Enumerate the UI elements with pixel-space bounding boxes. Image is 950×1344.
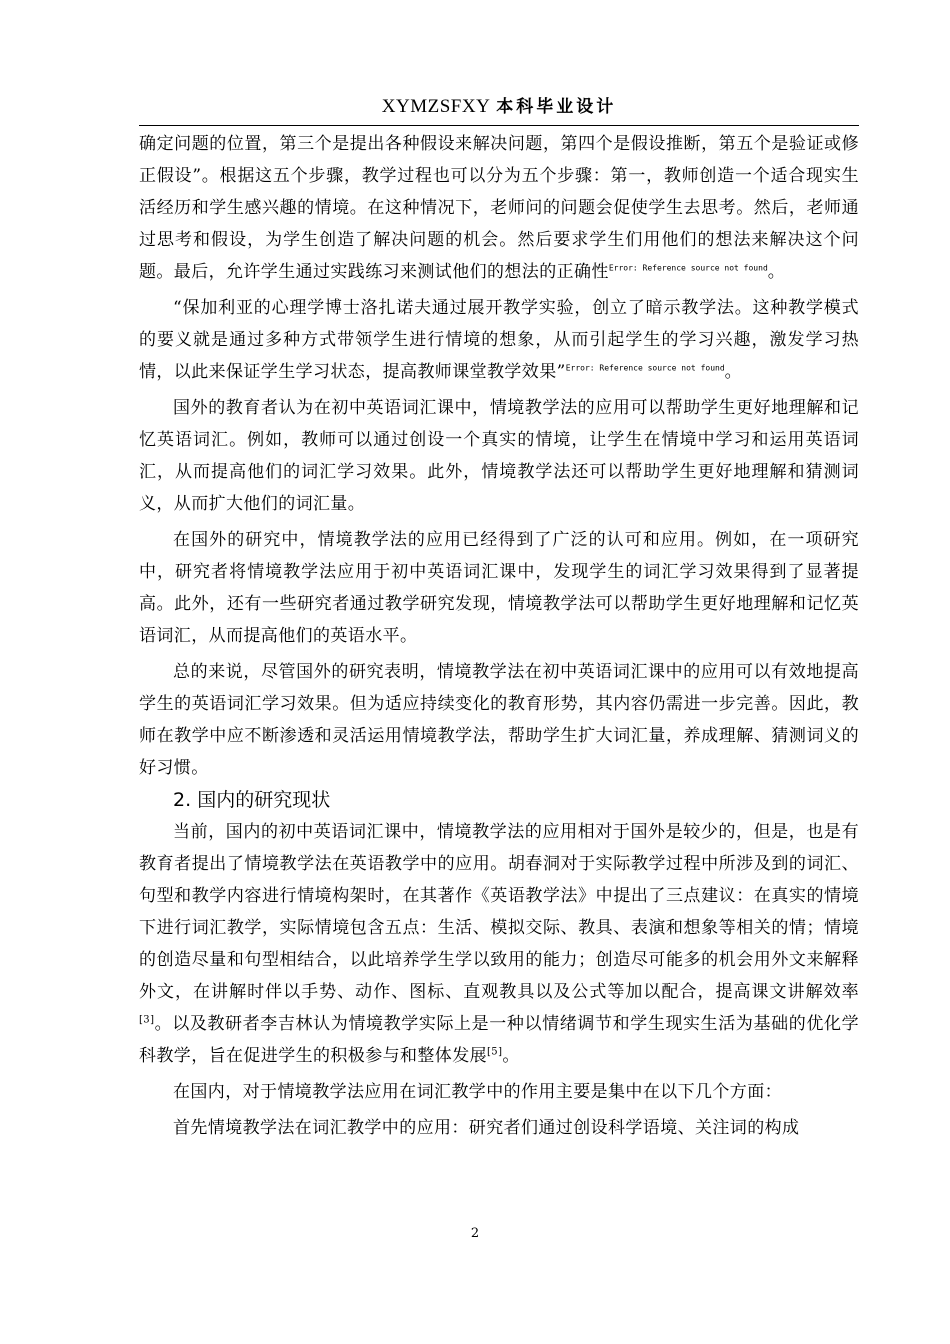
section-number: 2. — [173, 789, 192, 811]
paragraph-7: 在国内，对于情境教学法应用在词汇教学中的作用主要是集中在以下几个方面： — [173, 1082, 782, 1102]
document-body — [139, 128, 859, 1144]
paragraph-6 — [139, 816, 859, 1072]
paragraph-2 — [139, 292, 859, 388]
citation-3: [3] — [139, 1014, 155, 1026]
page-number: 2 — [470, 1226, 480, 1241]
section-heading — [139, 784, 859, 816]
paragraph-5: 总的来说，尽管国外的研究表明，情境教学法在初中英语词汇课中的应用可以有效地提高学生的英语词汇学习效果。但为适应持续变化的教育形势，其内容仍需进一步完善。因此，教师在教学中应不断渗透和灵活运用情境教学法，帮助学生扩大词汇量，养成理解、猜测词义的好习惯。 — [139, 662, 859, 778]
header-rule — [139, 125, 859, 126]
paragraph-1-text: 确定问题的位置，第三个是提出各种假设来解决问题，第四个是假设推断，第五个是验证或修正假设”。根据这五个步骤，教学过程也可以分为五个步骤：第一，教师创造一个适合现实生活经历和学生感兴趣的情境。在这种情况下，老师问的问题会促使学生去思考。然后，老师通过思考和假设，为学生创造了解决问题的机会。然后要求学生们用他们的想法来解决这个问题。最后，允许学生通过实践练习来测试他们的想法的正确性 — [139, 134, 859, 282]
reference-error-2: Error: Reference source not found — [565, 363, 725, 373]
section-title: 国内的研究现状 — [197, 789, 331, 811]
paragraph-1 — [139, 128, 859, 288]
paragraph-8: 首先情境教学法在词汇教学中的应用：研究者们通过创设科学语境、关注词的构成 — [173, 1118, 800, 1138]
page-header — [139, 92, 859, 132]
reference-error-1: Error: Reference source not found — [608, 263, 768, 273]
paragraph-1-end: 。 — [767, 262, 786, 282]
paragraph-4: 在国外的研究中，情境教学法的应用已经得到了广泛的认可和应用。例如，在一项研究中，研究者将情境教学法应用于初中英语词汇课中，发现学生的词汇学习效果得到了显著提高。此外，还有一些研究者通过教学研究发现，情境教学法可以帮助学生更好地理解和记忆英语词汇，从而提高他们的英语水平。 — [139, 530, 859, 646]
paragraph-6-text-2: 。以及教研者李吉林认为情境教学实际上是一种以情绪调节和学生现实生活为基础的优化学科教学，旨在促进学生的积极参与和整体发展 — [139, 1014, 859, 1066]
paragraph-3: 国外的教育者认为在初中英语词汇课中，情境教学法的应用可以帮助学生更好地理解和记忆英语词汇。例如，教师可以通过创设一个真实的情境，让学生在情境中学习和运用英语词汇，从而提高他们的词汇学习效果。此外，情境教学法还可以帮助学生更好地理解和猜测词义，从而扩大他们的词汇量。 — [139, 398, 859, 514]
paragraph-6-end: 。 — [502, 1046, 520, 1066]
header-chinese-text: 本科毕业设计 — [496, 97, 617, 117]
header-latin-text: XYMZSFXY — [381, 96, 491, 117]
paragraph-6-text-1: 当前，国内的初中英语词汇课中，情境教学法的应用相对于国外是较少的，但是，也是有教育者提出了情境教学法在英语教学中的应用。胡春洞对于实际教学过程中所涉及到的词汇、句型和教学内容进行情境构架时，在其著作《英语教学法》中提出了三点建议：在真实的情境下进行词汇教学，实际情境包含五点：生活、模拟交际、教具、表演和想象等相关的情；情境的创造尽量和句型相结合，以此培养学生学以致用的能力；创造尽可能多的机会用外文来解释外文，在讲解时伴以手势、动作、图标、直观教具以及公式等加以配合，提高课文讲解效率 — [139, 822, 859, 1002]
paragraph-2-text: “保加利亚的心理学博士洛扎诺夫通过展开教学实验，创立了暗示教学法。这种教学模式的要义就是通过多种方式带领学生进行情境的想象，从而引起学生的学习兴趣，激发学习热情，以此来保证学生学习状态，提高教师课堂教学效果” — [139, 298, 859, 382]
citation-5: [5] — [487, 1046, 503, 1058]
paragraph-2-end: 。 — [724, 362, 743, 382]
